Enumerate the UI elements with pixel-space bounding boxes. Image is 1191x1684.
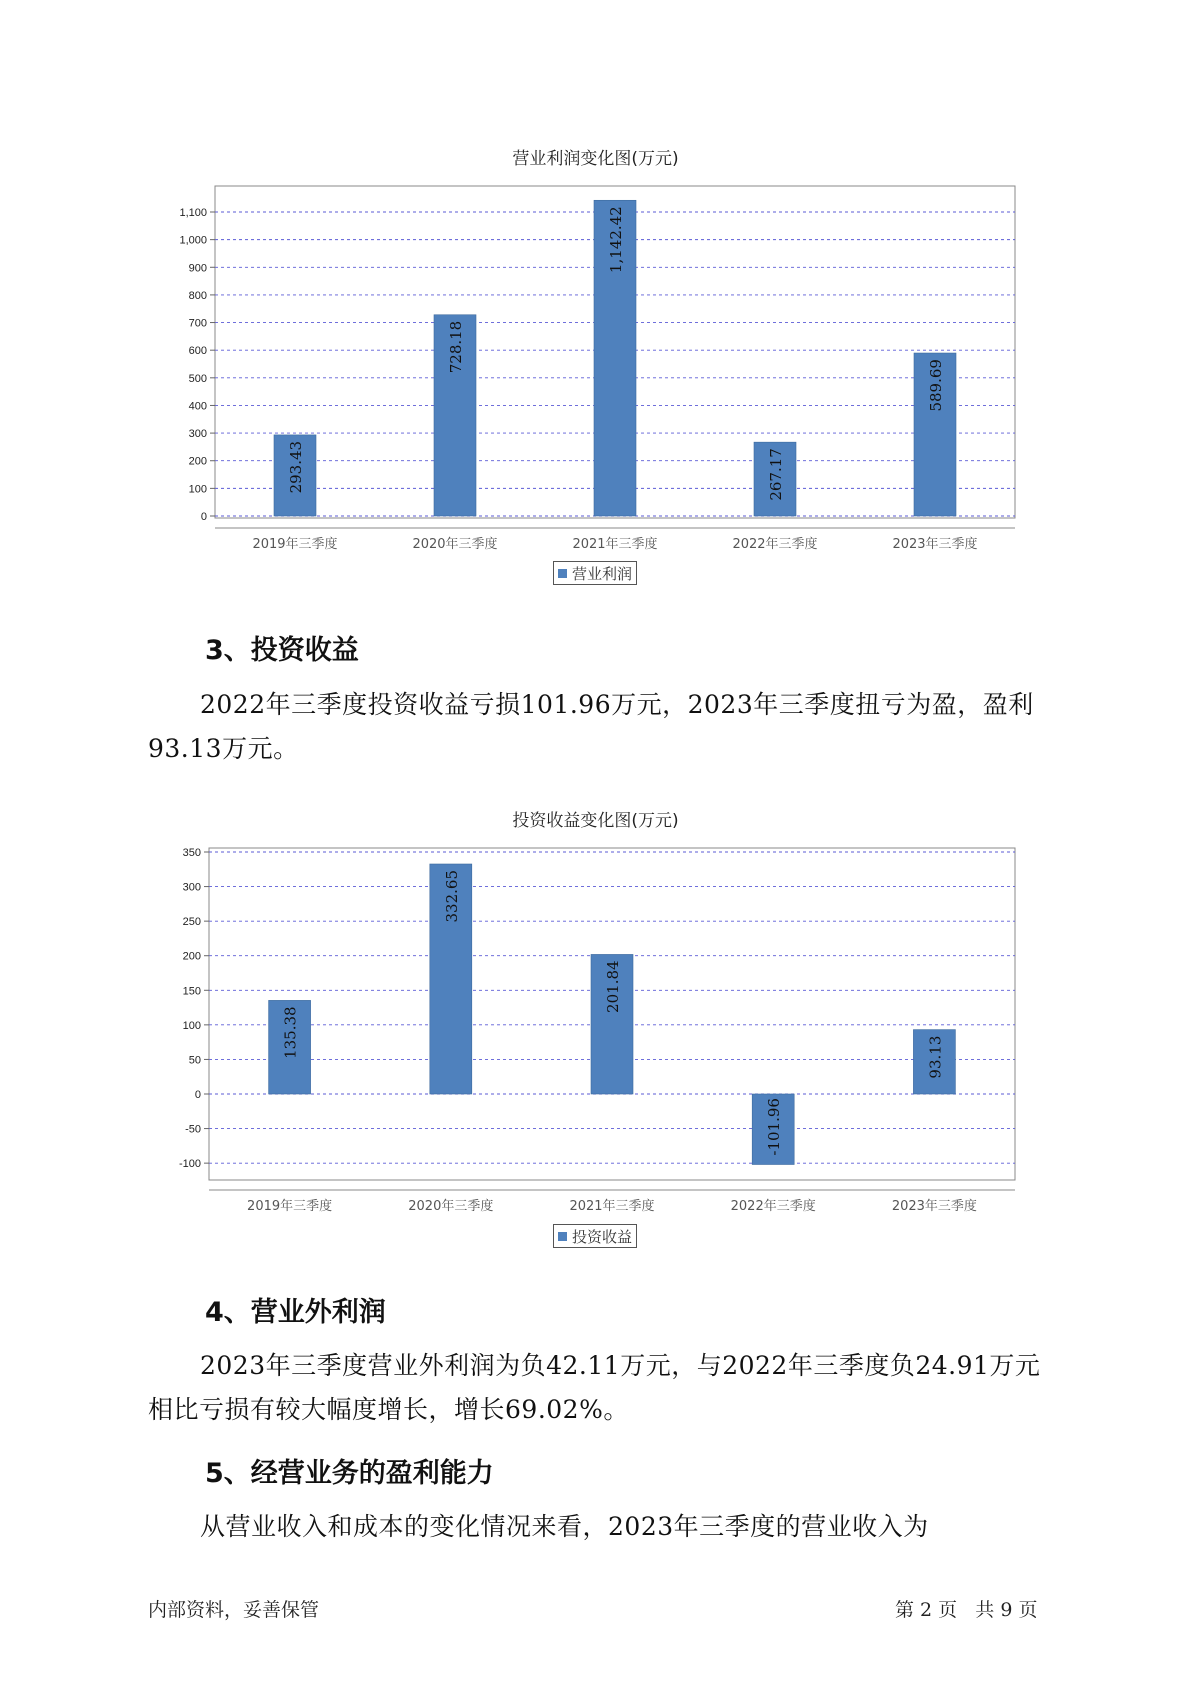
y-tick-label: 200: [182, 950, 201, 963]
x-category-label: 2023年三季度: [891, 1199, 977, 1214]
chart-legend: [553, 1224, 637, 1248]
y-tick-label: 100: [188, 483, 207, 496]
bar-value-label: 589.69: [927, 359, 945, 412]
bar-value-label: 1,142.42: [607, 206, 625, 274]
x-category-label: 2022年三季度: [732, 537, 818, 552]
y-tick-label: 700: [188, 317, 207, 330]
bar-value-label: -101.96: [765, 1098, 784, 1156]
x-category-label: 2021年三季度: [569, 1199, 655, 1214]
paragraph-investment-income: 2022年三季度投资收益亏损101.96万元，2023年三季度扭亏为盈，盈利93.13万元。: [148, 690, 1034, 763]
x-category-label: 2023年三季度: [892, 537, 978, 552]
bar-value-label: 332.65: [442, 869, 461, 923]
chart-title: 营业利润变化图(万元): [512, 149, 679, 169]
legend-label: 投资收益: [572, 1227, 633, 1246]
footer-page-number: 第 2 页 共 9 页: [895, 1599, 1038, 1621]
y-tick-label: 100: [182, 1019, 201, 1032]
x-category-label: 2020年三季度: [408, 1199, 494, 1214]
bar-value-label: 267.17: [767, 448, 785, 501]
bar-value-label: 201.84: [604, 960, 622, 1013]
y-tick-label: 300: [182, 881, 201, 894]
x-category-label: 2021年三季度: [572, 537, 658, 552]
y-tick-label: 800: [188, 289, 207, 302]
bar-value-label: 728.18: [447, 320, 465, 374]
y-tick-label: 150: [182, 985, 201, 998]
y-tick-label: -50: [185, 1123, 201, 1136]
y-tick-label: 1,100: [179, 207, 207, 219]
y-tick-label: 900: [188, 262, 207, 275]
x-category-label: 2020年三季度: [412, 537, 498, 552]
legend-swatch: [558, 1232, 567, 1241]
bar-value-label: 293.43: [287, 440, 305, 494]
bar-value-label: 135.38: [281, 1006, 300, 1059]
y-tick-label: 250: [182, 916, 201, 929]
y-tick-label: 50: [188, 1054, 201, 1067]
y-tick-label: 200: [188, 455, 207, 468]
bar-value-label: 93.13: [926, 1035, 945, 1079]
chart-title: 投资收益变化图(万元): [512, 811, 679, 831]
y-tick-label: 600: [188, 345, 207, 358]
y-tick-label: 0: [200, 511, 207, 523]
x-category-label: 2019年三季度: [252, 537, 338, 552]
y-tick-label: 1,000: [179, 234, 207, 247]
section-heading-non-operating-profit: 4、营业外利润: [205, 1297, 386, 1328]
y-tick-label: 400: [188, 400, 207, 413]
section-heading-investment-income: 3、投资收益: [205, 635, 359, 666]
y-tick-label: 300: [188, 428, 207, 441]
paragraph-non-operating-profit: 2023年三季度营业外利润为负42.11万元，与2022年三季度负24.91万元相比亏损有较大幅度增长，增长69.02%。: [148, 1351, 1041, 1424]
legend-label: 营业利润: [572, 564, 633, 583]
x-category-label: 2022年三季度: [730, 1199, 816, 1214]
y-tick-label: 500: [188, 372, 207, 385]
footer-left: 内部资料，妥善保管: [148, 1599, 320, 1621]
y-tick-label: -100: [178, 1158, 201, 1171]
y-tick-label: 0: [194, 1089, 201, 1101]
paragraph-profitability: 从营业收入和成本的变化情况来看，2023年三季度的营业收入为: [200, 1512, 929, 1541]
y-tick-label: 350: [182, 847, 201, 859]
section-heading-profitability: 5、经营业务的盈利能力: [205, 1458, 494, 1489]
x-category-label: 2019年三季度: [247, 1199, 333, 1214]
